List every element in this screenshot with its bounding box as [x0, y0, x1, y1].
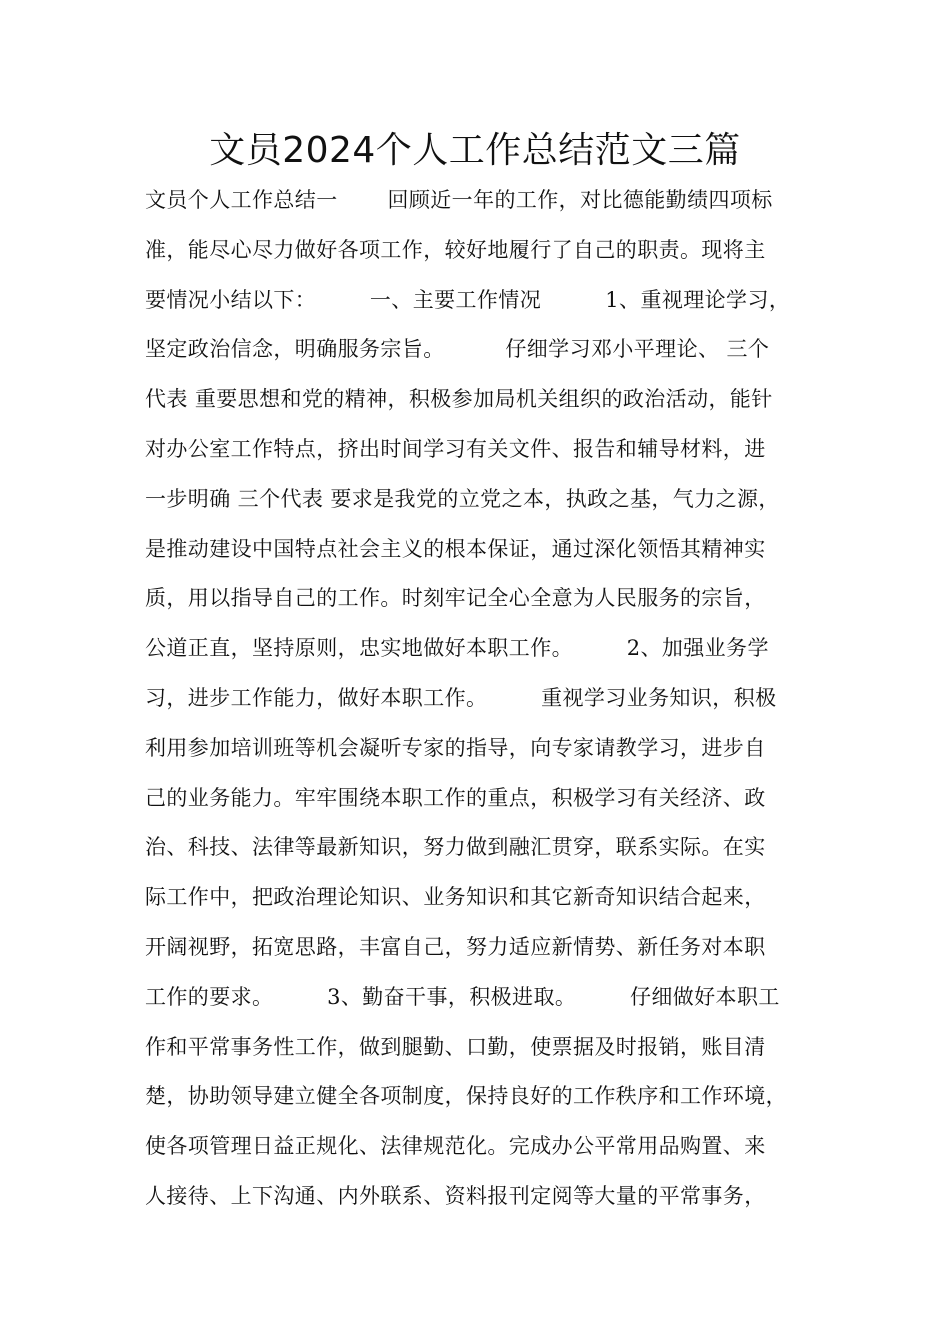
document-body — [145, 176, 835, 1222]
body-line-10: 公道正直，坚持原则，忠实地做好本职工作。 2、加强业务学 — [145, 636, 769, 661]
body-line-6: 对办公室工作特点，挤出时间学习有关文件、报告和辅导材料，进 — [145, 436, 766, 461]
body-line-16: 开阔视野，拓宽思路，丰富自己，努力适应新情势、新任务对本职 — [145, 934, 766, 959]
body-line-13: 己的业务能力。牢牢围绕本职工作的重点，积极学习有关经济、政 — [145, 785, 766, 810]
body-line-8: 是推动建设中国特点社会主义的根本保证，通过深化领悟其精神实 — [145, 536, 766, 561]
body-line-21: 人接待、上下沟通、内外联系、资料报刊定阅等大量的平常事务， — [145, 1183, 766, 1208]
body-line-1: 文员个人工作总结一 回顾近一年的工作，对比德能勤绩四项标 — [145, 188, 773, 212]
body-line-9: 质，用以指导自己的工作。时刻牢记全心全意为人民服务的宗旨， — [145, 586, 766, 611]
document-title: 文员2024个人工作总结范文三篇 — [209, 130, 741, 171]
body-line-2: 准，能尽心尽力做好各项工作，较好地履行了自己的职责。现将主 — [145, 237, 766, 262]
body-line-3: 要情况小结以下： 一、主要工作情况 1、重视理论学习， — [145, 287, 791, 312]
body-line-4: 坚定政治信念，明确服务宗旨。 仔细学习邓小平理论、 三个 — [145, 337, 770, 362]
body-line-12: 利用参加培训班等机会凝听专家的指导，向专家请教学习，进步自 — [145, 735, 766, 760]
body-line-11: 习，进步工作能力，做好本职工作。 重视学习业务知识，积极 — [145, 685, 777, 710]
body-line-15: 际工作中，把政治理论知识、业务知识和其它新奇知识结合起来， — [145, 885, 766, 910]
body-line-17: 工作的要求。 3、勤奋干事，积极进取。 仔细做好本职工 — [145, 984, 780, 1009]
body-line-7: 一步明确 三个代表 要求是我党的立党之本，执政之基，气力之源， — [145, 486, 780, 511]
body-line-20: 使各项管理日益正规化、法律规范化。完成办公平常用品购置、来 — [145, 1134, 766, 1159]
body-line-14: 治、科技、法律等最新知识，努力做到融汇贯穿，联系实际。在实 — [145, 835, 766, 860]
body-line-19: 楚，协助领导建立健全各项制度，保持良好的工作秩序和工作环境， — [145, 1084, 787, 1109]
body-line-18: 作和平常事务性工作，做到腿勤、口勤，使票据及时报销，账目清 — [145, 1034, 766, 1059]
body-line-5: 代表 重要思想和党的精神，积极参加局机关组织的政治活动，能针 — [145, 387, 773, 412]
